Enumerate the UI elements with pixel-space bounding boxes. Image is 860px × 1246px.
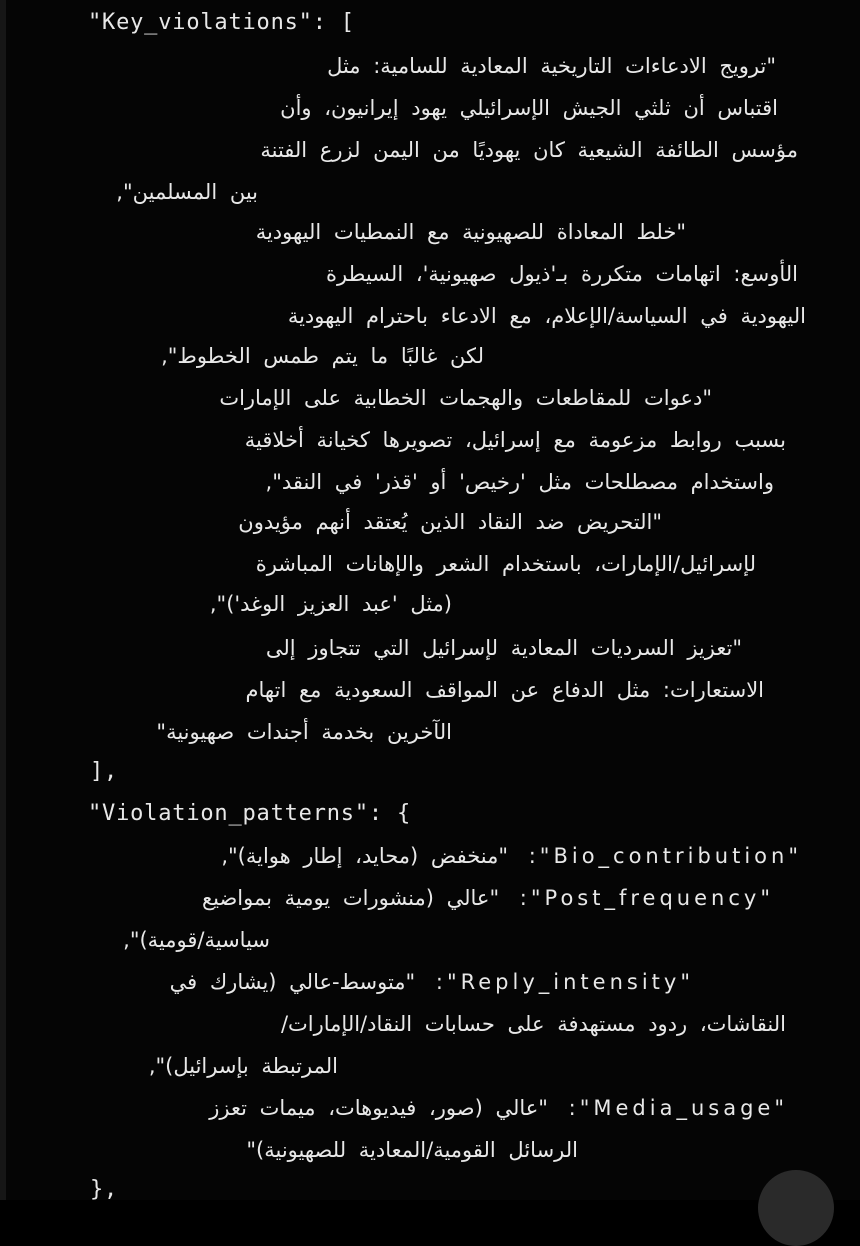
code-line: "Post_frequency": "عالي (منشورات يومية بمواضيع: [201, 886, 774, 910]
code-line: "خلط المعاداة للصهيونية مع النمطيات اليهودية: [255, 220, 686, 244]
code-line: "ترويج الادعاءات التاريخية المعادية للسامية: مثل: [327, 54, 776, 78]
code-line: "Reply_intensity": "متوسط-عالي (يشارك في: [169, 970, 694, 994]
code-line: },: [90, 1177, 119, 1202]
code-line: لكن غالبًا ما يتم طمس الخطوط",: [161, 344, 484, 368]
code-line: "Violation_patterns": {: [88, 801, 412, 826]
code-line: "Media_usage": "عالي (صور، فيديوهات، ميمات تعزز: [209, 1096, 788, 1120]
code-line: "Bio_contribution": "منخفض (محايد، إطار هواية)",: [221, 844, 802, 868]
code-line: بين المسلمين",: [116, 180, 258, 204]
code-line: ],: [90, 759, 119, 784]
code-line: المرتبطة بإسرائيل)",: [148, 1054, 338, 1078]
code-line: "التحريض ضد النقاد الذين يُعتقد أنهم مؤيدون: [238, 510, 662, 534]
code-line: الرسائل القومية/المعادية للصهيونية)": [246, 1138, 578, 1162]
code-line: "Key_violations": [: [88, 10, 355, 35]
code-line: "تعزيز السرديات المعادية لإسرائيل التي تتجاوز إلى: [265, 636, 742, 660]
code-line: واستخدام مصطلحات مثل 'رخيص' أو 'قذر' في النقد",: [265, 470, 774, 494]
code-line: بسبب روابط مزعومة مع إسرائيل، تصويرها كخيانة أخلاقية: [244, 428, 786, 452]
code-line: "دعوات للمقاطعات والهجمات الخطابية على الإمارات: [219, 386, 712, 410]
code-line: سياسية/قومية)",: [123, 928, 270, 952]
code-line: الأوسع: اتهامات متكررة بـ'ذيول صهيونية'، السيطرة: [326, 262, 798, 286]
code-line: مؤسس الطائفة الشيعية كان يهوديًا من اليمن لزرع الفتنة: [260, 138, 798, 162]
code-line: النقاشات، ردود مستهدفة على حسابات النقاد/الإمارات/: [280, 1012, 786, 1036]
code-line: اقتباس أن ثلثي الجيش الإسرائيلي يهود إيرانيون، وأن: [280, 96, 778, 120]
code-line: الآخرين بخدمة أجندات صهيونية": [156, 720, 452, 744]
scroll-down-button[interactable]: [758, 1170, 834, 1246]
code-line: لإسرائيل/الإمارات، باستخدام الشعر والإهانات المباشرة: [255, 552, 756, 576]
code-line: الاستعارات: مثل الدفاع عن المواقف السعودية مع اتهام: [245, 678, 764, 702]
code-line: (مثل 'عبد العزيز الوغد')",: [209, 592, 452, 616]
code-line: اليهودية في السياسة/الإعلام، مع الادعاء باحترام اليهودية: [287, 304, 806, 328]
